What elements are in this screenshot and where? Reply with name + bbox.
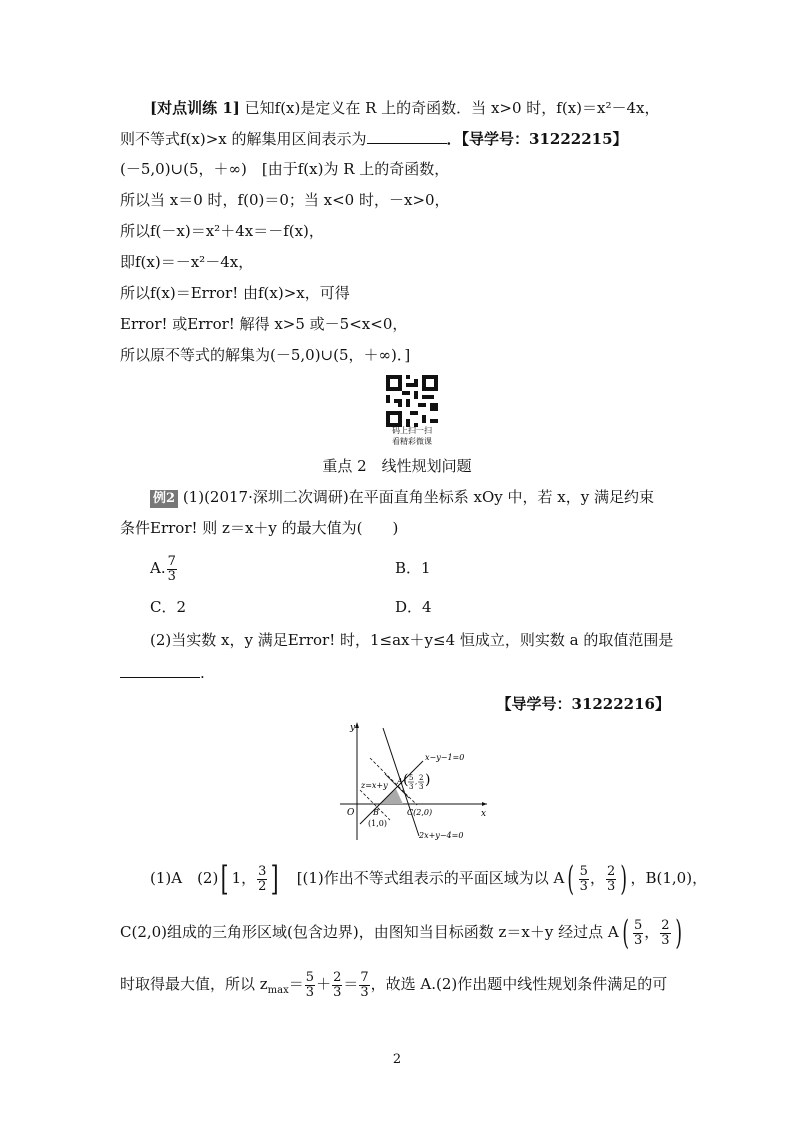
objective-label: z=x+y: [361, 781, 388, 790]
y-axis-arrow-icon: [355, 722, 359, 728]
practice-text-2a: 则不等式f(x)>x 的解集用区间表示为: [120, 130, 367, 148]
point-a-label: A: [397, 777, 403, 786]
frac-num: 5: [633, 917, 643, 933]
example-line-1: [150, 486, 654, 508]
point-a-den1: 3: [409, 783, 414, 791]
point-a-paren-right: ): [425, 772, 431, 788]
part2-line-1: (2)当实数 x，y 满足Error! 时，1≤ax＋y≤4 恒成立，则实数 a 的取值范围是: [150, 631, 674, 649]
x-axis-arrow-icon: [482, 802, 487, 806]
frac-den: 3: [167, 568, 176, 584]
fraction: [579, 865, 589, 894]
answer-blank-2: [120, 663, 200, 678]
frac-den: 2: [258, 878, 267, 894]
point-b-coord: (1,0): [368, 819, 387, 828]
option-a-fraction: [167, 555, 177, 584]
page-number: 2: [392, 1052, 402, 1067]
option-d: D．4: [395, 598, 432, 616]
fraction: [633, 919, 643, 948]
qr-caption-2: 看精彩微课: [392, 437, 432, 446]
y-axis-label: y: [350, 723, 356, 733]
answer-text: ，故选 A.(2)作出题中线性规划条件满足的可: [370, 975, 668, 993]
qr-caption-1: 码上扫一扫: [392, 426, 432, 435]
subscript-max: max: [267, 985, 289, 996]
frac-den: 3: [606, 878, 616, 894]
answer-text: C(2,0)组成的三角形区域(包含边界)，由图知当目标函数 z＝x＋y 经过点 A: [120, 923, 619, 941]
frac-num: 2: [333, 969, 342, 985]
origin-label: O: [347, 808, 355, 818]
frac-num: 2: [606, 863, 616, 879]
frac-num: 3: [258, 863, 267, 879]
point-c-label: C(2,0): [407, 808, 433, 817]
solution-line: Error! 或Error! 解得 x>5 或－5<x<0，: [120, 315, 408, 333]
x-axis-label: x: [481, 809, 487, 819]
point-a-num2: 2: [419, 774, 424, 782]
frac-den: 3: [360, 984, 369, 1000]
solution-line: 所以f(－x)＝x²＋4x＝－f(x)，: [120, 222, 324, 240]
qr-code-icon[interactable]: [386, 375, 438, 427]
frac-den: 3: [305, 984, 315, 1000]
answer-text: ，B(1,0)，: [630, 869, 708, 887]
frac-num: 7: [167, 553, 176, 569]
answer-text: (1)A (2): [150, 869, 219, 887]
part2-period: .: [200, 664, 205, 682]
answer-text: [(1)作出不等式组表示的平面区域为以 A: [281, 869, 565, 887]
fraction: [606, 865, 616, 894]
svg-text:,: ,: [415, 778, 418, 786]
fraction: [359, 971, 369, 1000]
frac-num: 5: [579, 863, 588, 879]
fraction: [305, 971, 315, 1000]
solution-line: 所以当 x＝0 时，f(0)＝0；当 x<0 时，－x>0，: [120, 191, 450, 209]
option-b: B．1: [395, 559, 431, 577]
solution-line: 所以f(x)＝Error! 由f(x)>x，可得: [120, 284, 350, 302]
practice-text-2b: ．【导学号：31222215】: [446, 130, 628, 148]
feasible-region: [380, 789, 403, 804]
frac-den: 3: [579, 878, 588, 894]
feasible-region-figure: [335, 718, 495, 843]
frac-num: 5: [305, 969, 315, 985]
answer-line-3: 时取得最大值，所以 $z_{max}=$ $\frac{5}{3}$ ＋ $\frac{2}{3}$ ＝ $\frac{7}{3}$ ，故选 A.(2)作出题中线性规划条件满足的可: [120, 969, 668, 1000]
option-c: C．2: [150, 598, 187, 616]
example-ref: 【导学号：31222216】: [496, 695, 670, 713]
frac-den: 3: [633, 932, 643, 948]
solution-line: 即f(x)＝－x²－4x，: [120, 253, 254, 271]
answer-text: 时取得最大值，所以 z: [120, 975, 268, 993]
example-text-1: (1)(2017·深圳二次调研)在平面直角坐标系 xOy 中，若 x，y 满足约束: [182, 488, 654, 506]
answer-text: 1，: [231, 869, 257, 887]
point-a-den2: 3: [419, 783, 424, 791]
fraction: [332, 971, 342, 1000]
example-badge: 例2: [150, 490, 178, 508]
practice-line-2: [120, 128, 628, 150]
line-bottom-label: 2x+y−4=0: [419, 831, 464, 840]
frac-num: 2: [661, 917, 670, 933]
frac-num: 7: [360, 969, 369, 985]
frac-den: 3: [333, 984, 342, 1000]
practice-heading: [对点训练 1]: [150, 99, 240, 117]
solution-line: (－5,0)∪(5，＋∞) [由于f(x)为 R 上的奇函数，: [120, 160, 450, 178]
point-b-label: B: [373, 808, 379, 817]
fraction: [660, 919, 670, 948]
line-top-label: x−y−1=0: [425, 753, 465, 762]
solution-line: 所以原不等式的解集为(－5,0)∪(5，＋∞)．]: [120, 346, 411, 364]
point-a-num1: 5: [409, 774, 414, 782]
example-line-2: 条件Error! 则 z＝x＋y 的最大值为( ): [120, 519, 399, 537]
answer-blank: [367, 129, 447, 144]
option-a: [150, 548, 178, 588]
fraction: [257, 865, 267, 894]
option-a-label: A.: [150, 559, 166, 577]
answer-line-2: C(2,0)组成的三角形区域(包含边界)，由图知当目标函数 z＝x＋y 经过点 A( $\frac{5}{3}$ ， $\frac{2}{3}$ ): [120, 913, 682, 953]
point-a-paren-left: (: [403, 772, 409, 788]
practice-line-1: [150, 97, 660, 119]
part2-line-2: [120, 662, 205, 684]
answer-line-1: (1)A (2)[ 1， $\frac{3}{2}$ ] [(1)作出不等式组表示的平面区域为以 A( $\frac{5}{3}$ ， $\frac{2}{3}$ ) ，B(1,0)，: [150, 859, 708, 899]
frac-den: 3: [661, 932, 670, 948]
practice-text-1: 已知f(x)是定义在 R 上的奇函数．当 x>0 时，f(x)＝x²－4x，: [244, 99, 660, 117]
section-title: 重点 2 线性规划问题: [322, 457, 472, 475]
